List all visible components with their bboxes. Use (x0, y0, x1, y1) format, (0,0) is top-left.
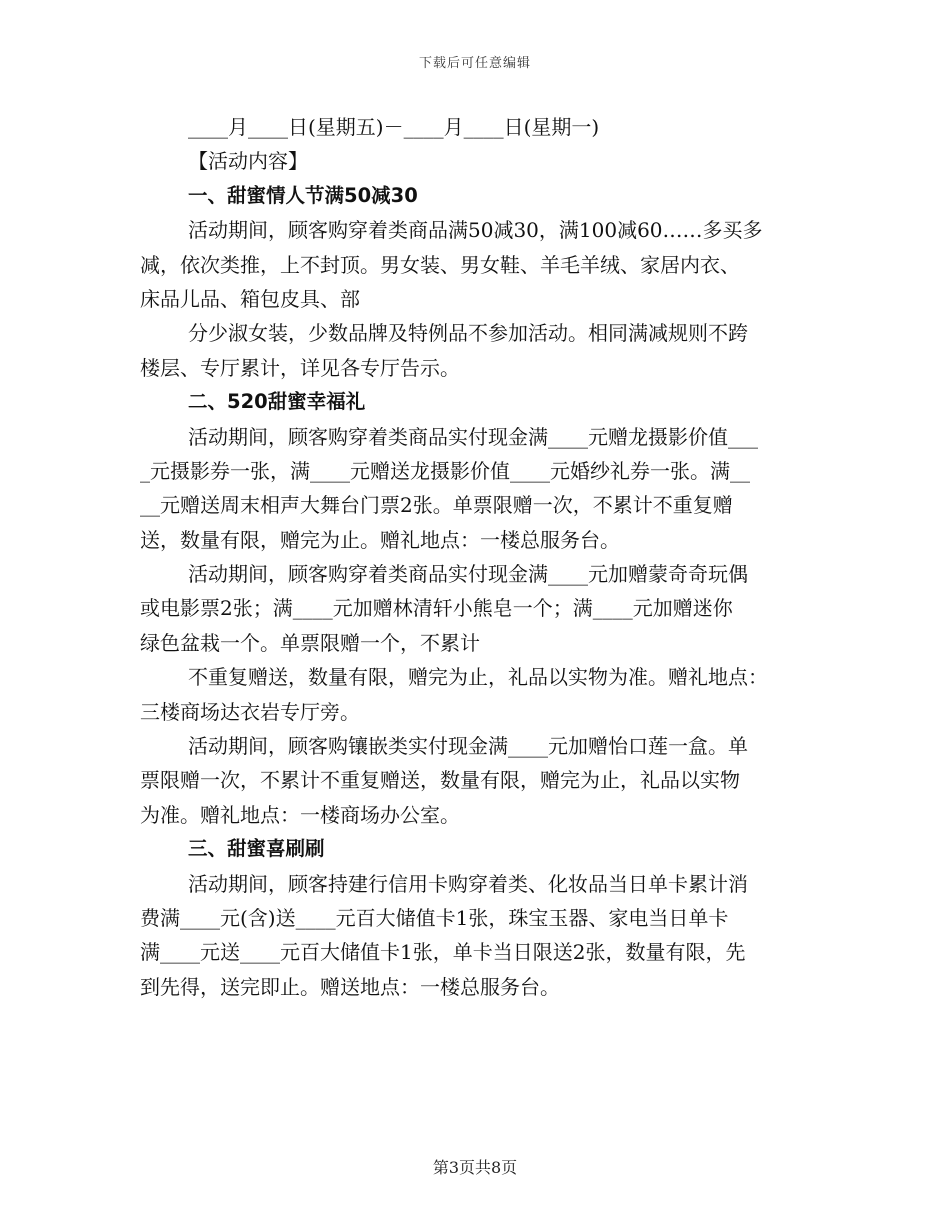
section-heading: 三、甜蜜喜刷刷 (188, 837, 325, 861)
paragraph-line: 活动期间，顾客持建行信用卡购穿着类、化妆品当日单卡累计消 (188, 871, 748, 896)
paragraph-line: 或电影票2张；满____元加赠林清轩小熊皂一个；满____元加赠迷你 (140, 596, 733, 621)
paragraph-line: 【活动内容】 (188, 149, 308, 174)
paragraph-line: 楼层、专厅累计，详见各专厅告示。 (140, 355, 460, 380)
paragraph-line: 费满____元(含)送____元百大储值卡1张，珠宝玉器、家电当日单卡 (140, 905, 729, 930)
paragraph-line: 不重复赠送，数量有限，赠完为止，礼品以实物为准。赠礼地点： (188, 665, 768, 690)
paragraph-line: _元摄影券一张，满____元赠送龙摄影价值____元婚纱礼券一张。满__ (140, 458, 750, 483)
paragraph-line: 到先得，送完即止。赠送地点：一楼总服务台。 (140, 974, 560, 999)
page-header: 下载后可任意编辑 (418, 56, 531, 71)
page-number: 第3页共8页 (432, 1158, 518, 1177)
paragraph-line: 活动期间，顾客购穿着类商品实付现金满____元赠龙摄影价值___ (188, 424, 758, 449)
paragraph-line: 送，数量有限，赠完为止。赠礼地点：一楼总服务台。 (140, 527, 620, 552)
paragraph-line: ____月____日(星期五)－____月____日(星期一) (188, 115, 600, 139)
section-heading: 二、520甜蜜幸福礼 (188, 390, 366, 414)
paragraph-line: __元赠送周末相声大舞台门票2张。单票限赠一次，不累计不重复赠 (140, 493, 733, 518)
paragraph-line: 活动期间，顾客购穿着类商品实付现金满____元加赠蒙奇奇玩偶 (188, 562, 748, 587)
paragraph-line: 床品儿品、箱包皮具、部 (140, 286, 360, 311)
paragraph-line: 减，依次类推，上不封顶。男女装、男女鞋、羊毛羊绒、家居内衣、 (140, 252, 740, 277)
paragraph-line: 满____元送____元百大储值卡1张，单卡当日限送2张，数量有限，先 (140, 940, 746, 965)
paragraph-line: 三楼商场达衣岩专厅旁。 (140, 699, 360, 724)
section-heading: 一、甜蜜情人节满50减30 (188, 183, 418, 207)
paragraph-line: 绿色盆栽一个。单票限赠一个，不累计 (140, 630, 480, 655)
paragraph-line: 为准。赠礼地点：一楼商场办公室。 (140, 802, 460, 827)
paragraph-line: 票限赠一次，不累计不重复赠送，数量有限，赠完为止，礼品以实物 (140, 768, 740, 793)
document-body (140, 110, 812, 1004)
paragraph-line: 活动期间，顾客购穿着类商品满50减30，满100减60……多买多 (188, 218, 763, 243)
paragraph-line: 分少淑女装，少数品牌及特例品不参加活动。相同满减规则不跨 (188, 321, 748, 346)
paragraph-line: 活动期间，顾客购镶嵌类实付现金满____元加赠怡口莲一盒。单 (188, 734, 748, 759)
